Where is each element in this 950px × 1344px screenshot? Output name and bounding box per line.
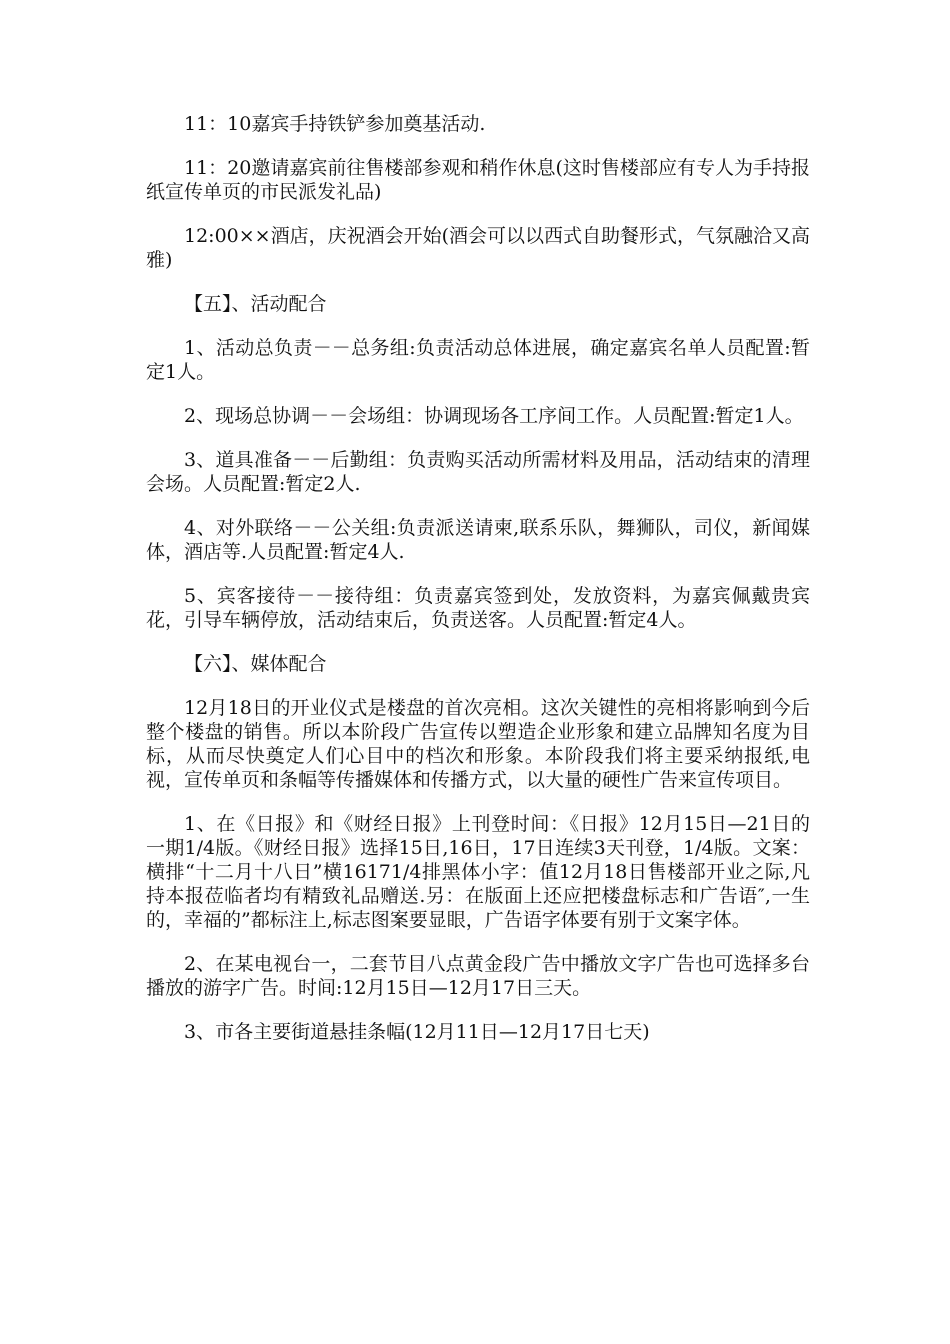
list-item: 2、在某电视台一，二套节目八点黄金段广告中播放文字广告也可选择多台播放的游字广告。时间:12月15日—12月17日三天。 — [146, 953, 810, 999]
section-heading-6: 【六】、媒体配合 — [184, 653, 327, 675]
document-body — [146, 112, 810, 1064]
list-item: 3、市各主要街道悬挂条幅(12月11日—12月17日七天) — [184, 1021, 650, 1043]
list-item: 3、道具准备－－后勤组：负责购买活动所需材料及用品，活动结束的清理会场。人员配置:暂定2人. — [146, 449, 810, 495]
list-item: 4、对外联络－－公关组:负责派送请柬,联系乐队，舞狮队，司仪，新闻媒体，酒店等.人员配置:暂定4人. — [146, 517, 810, 563]
schedule-item-1110: 11：10嘉宾手持铁铲参加奠基活动. — [184, 113, 486, 135]
list-item: 1、在《日报》和《财经日报》上刊登时间：《日报》12月15日—21日的一期1/4版。《财经日报》选择15日,16日，17日连续3天刊登，1/4版。文案：横排“十二月十八日”横16171/4排黑体小字：值12月18日售楼部开业之际,凡持本报莅临者均有精致礼品赠送.另：在版面上还应把楼盘标志和广告语″,一生的，幸福的”都标注上,标志图案要显眼，广告语字体要有别于文案字体。 — [146, 813, 810, 931]
body-paragraph: 12月18日的开业仪式是楼盘的首次亮相。这次关键性的亮相将影响到今后整个楼盘的销售。所以本阶段广告宣传以塑造企业形象和建立品牌知名度为目标，从而尽快奠定人们心目中的档次和形象。本阶段我们将主要采纳报纸,电视，宣传单页和条幅等传播媒体和传播方式，以大量的硬性广告来宣传项目。 — [146, 697, 810, 791]
schedule-item-1200: 12:00××酒店，庆祝酒会开始(酒会可以以西式自助餐形式，气氛融洽又高雅) — [146, 225, 811, 271]
schedule-item-1120: 11：20邀请嘉宾前往售楼部参观和稍作休息(这时售楼部应有专人为手持报纸宣传单页的市民派发礼品) — [146, 157, 810, 203]
list-item: 5、宾客接待－－接待组：负责嘉宾签到处，发放资料，为嘉宾佩戴贵宾花，引导车辆停放，活动结束后，负责送客。人员配置:暂定4人。 — [146, 585, 810, 631]
list-item: 1、活动总负责－－总务组:负责活动总体进展，确定嘉宾名单人员配置:暂定1人。 — [146, 337, 810, 383]
section-heading-5: 【五】、活动配合 — [184, 293, 327, 315]
list-item: 2、现场总协调－－会场组：协调现场各工序间工作。人员配置:暂定1人。 — [184, 405, 804, 427]
